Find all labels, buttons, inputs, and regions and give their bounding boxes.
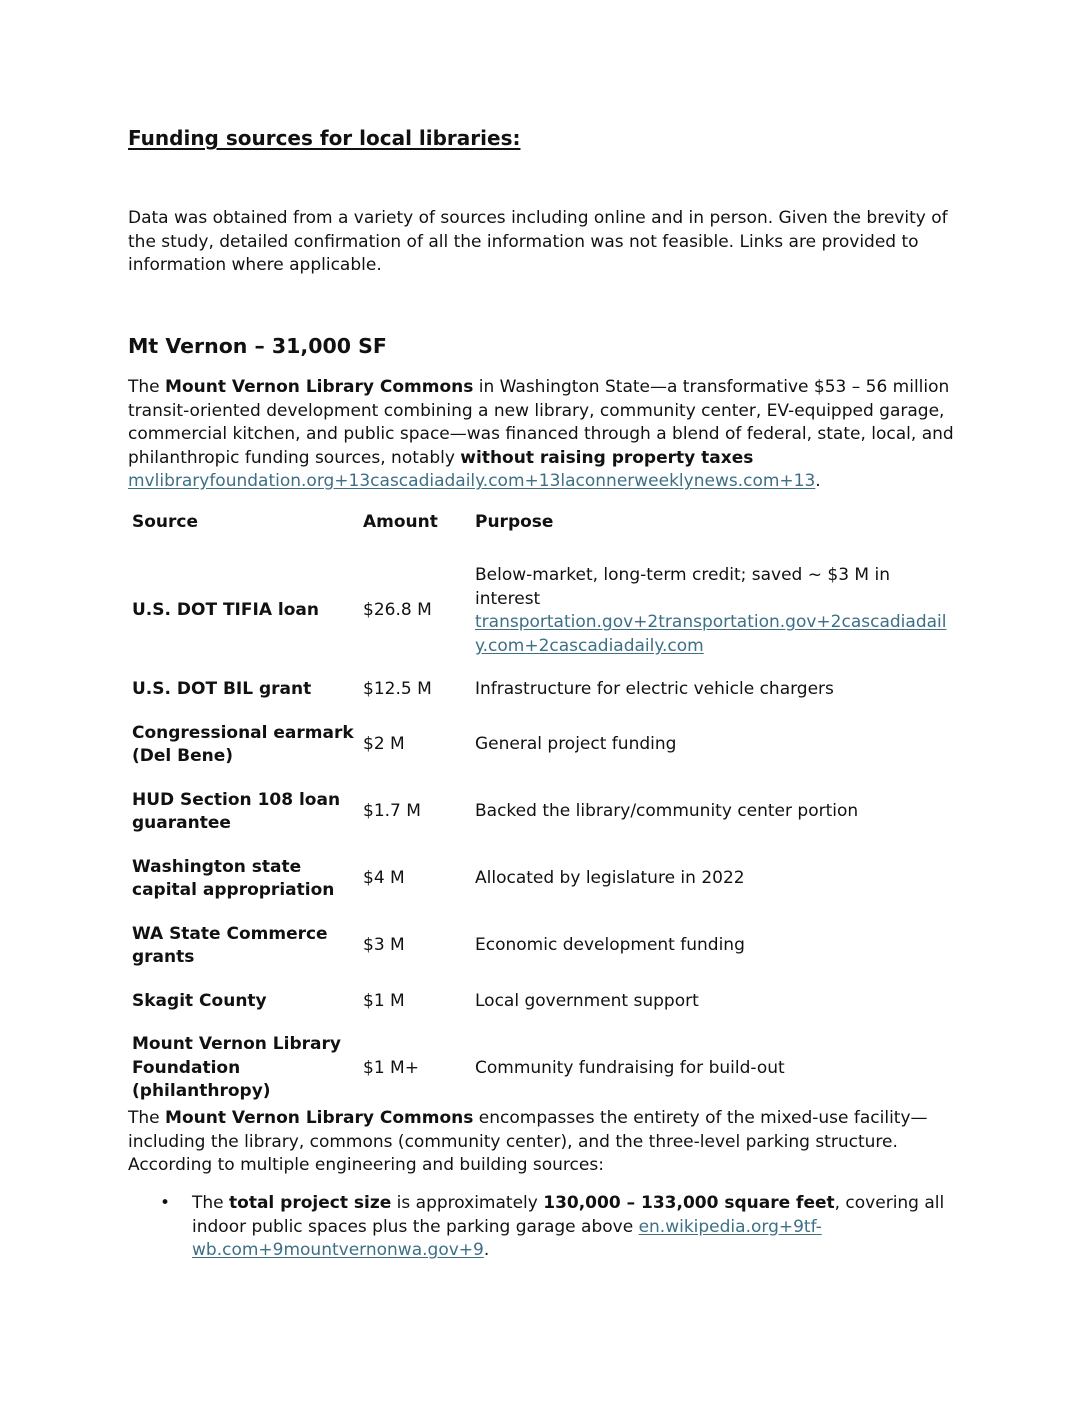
text: The [192,1193,230,1213]
page-title: Funding sources for local libraries: [128,126,521,150]
text: , covering all indoor public spaces plus the parking garage above [192,1193,945,1237]
source-cell: HUD Section 108 loan guarantee [132,789,341,833]
funding-table [128,510,958,1114]
purpose-cell: General project funding [475,734,677,755]
bullet-marker: • [160,1193,171,1213]
source-link[interactable]: transportation.gov+2transportation.gov+2cascadiadaily.com+2cascadiadaily.com [475,612,947,656]
source-cell: Washington state capital appropriation [132,856,335,900]
bold-text: Mount Vernon Library Commons [165,377,474,397]
bold-text: without raising property taxes [460,447,754,468]
section-heading: Mt Vernon – 31,000 SF [128,334,387,358]
table-header-row [128,510,958,554]
table-row [128,846,958,913]
table-row [128,1023,958,1114]
purpose-cell: Community fundraising for build-out [475,1057,785,1078]
library-commons-paragraph [128,376,968,494]
purpose-cell: Economic development funding [475,935,745,956]
source-cell: Congressional earmark (Del Bene) [132,722,354,766]
amount-cell: $26.8 M [363,600,432,621]
source-link[interactable]: en.wikipedia.org+9tf-wb.com+9mountvernonwa.gov+9 [192,1216,822,1260]
column-header-amount: Amount [363,512,438,533]
text: . [483,1240,490,1260]
amount-cell: $4 M [363,868,405,889]
bold-text: Mount Vernon Library Commons [165,1108,474,1128]
text: The [128,377,166,397]
source-cell: U.S. DOT TIFIA loan [132,600,319,621]
column-header-purpose: Purpose [475,512,554,533]
project-scope-paragraph [128,1107,968,1178]
text: in Washington State—a transformative $53 – 56 million transit-oriented development combining a new library, community center, EV-equipped garage, commercial kitchen, and public space—was financed through a blend of federal, state, local, and philanthropic funding sources, notably [128,377,954,468]
amount-cell: $3 M [363,935,405,956]
table-row [128,712,958,779]
table-row [128,554,958,668]
source-cell: U.S. DOT BIL grant [132,679,312,699]
purpose-cell: Backed the library/community center portion [475,801,859,822]
amount-cell: $12.5 M [363,679,432,699]
source-cell: WA State Commerce grants [132,923,328,967]
table-row [128,668,958,712]
column-header-source: Source [132,512,199,533]
purpose-cell: Allocated by legislature in 2022 [475,868,745,889]
text: The [128,1108,166,1128]
amount-cell: $2 M [363,734,405,755]
source-cell: Mount Vernon Library Foundation (philanthropy) [132,1034,341,1101]
table-row [128,980,958,1024]
bold-text: 130,000 – 133,000 square feet [543,1193,835,1213]
text: is approximately [391,1193,544,1213]
table-row [128,779,958,846]
table-row [128,913,958,980]
source-cell: Skagit County [132,990,267,1011]
bold-text: total project size [229,1193,392,1213]
purpose-cell: Local government support [475,990,699,1011]
text: . [815,471,821,491]
bullet-item [192,1192,952,1263]
purpose-cell: Infrastructure for electric vehicle chargers [475,679,834,699]
amount-cell: $1 M+ [363,1057,419,1078]
text: encompasses the entirety of the mixed-use facility—including the library, commons (community center), and the three-level parking structure. According to multiple engineering and building sources: [128,1108,928,1175]
intro-paragraph: Data was obtained from a variety of sources including online and in person. Given the brevity of the study, detailed confirmation of all the information was not feasible. Links are provided to information where applicable. [128,208,948,275]
amount-cell: $1.7 M [363,801,421,822]
amount-cell: $1 M [363,990,405,1011]
purpose-cell [475,554,958,668]
purpose-text: Below-market, long-term credit; saved ~ $3 M in interest [475,565,890,609]
source-link[interactable]: mvlibraryfoundation.org+13cascadiadaily.com+13laconnerweeklynews.com+13 [128,471,816,491]
